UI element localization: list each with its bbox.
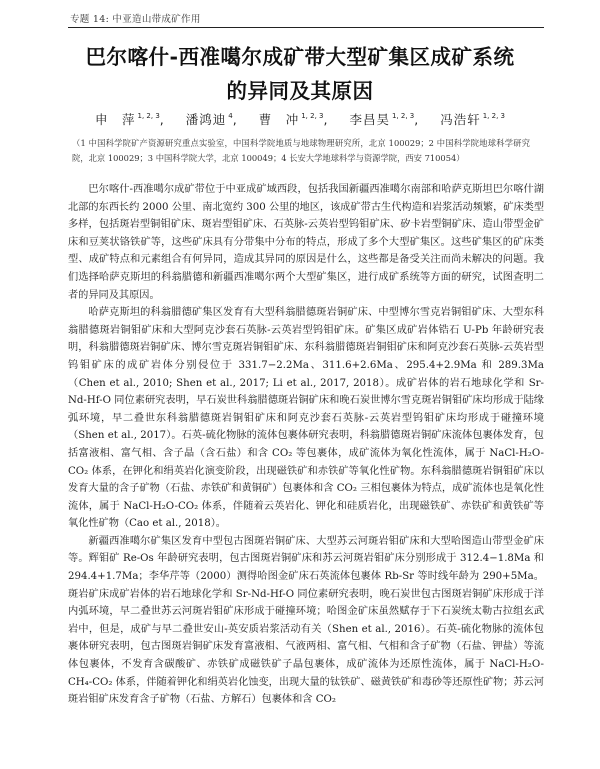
paragraph-kounrad: 哈萨克斯坦的科翁腊德矿集区发育有大型科翁腊德斑岩铜矿床、中型博尔雪克岩铜钼矿床、大型东科翁腊德斑岩铜钼矿床和大型阿克沙套石英脉-云英岩型钨钼矿床。矿集区成矿岩体锆石 U-Pb 年龄研究表明，科翁腊德斑岩铜矿床、博尔雪克斑岩铜钼矿床、东科翁腊德斑岩铜钼矿床和阿克沙套石英脉-云英岩型钨钼矿床的成矿岩体分别侵位于 331.7−2.2Ma、311.6+2.6Ma、295.4+2.9Ma 和 289.3Ma（Chen et al., 2010; Shen et al., 2017; Li et al., 2017, 2018）。成矿岩体的岩石地球化学和 Sr-Nd-Hf-O 同位素研究表明，早石炭世科翁腊德斑岩铜矿床和晚石炭世博尔雪克斑岩铜钼矿床均形成于陆缘弧环境，早二叠世东科翁腊德斑岩铜钼矿床和阿克沙套石英脉-云英岩型钨钼矿床均形成于碰撞环境（Shen et al., 2017）。石英-硫化物脉的流体包裹体研究表明，科翁腊德斑岩铜矿床流体包裹体发育，包括富液相、富气相、含子晶（含石盐）和含 CO₂ 等包裹体，成矿流体为氧化性流体，属于 NaCl-H₂O-CO₂ 体系，在钾化和绢英岩化演变阶段，出现磁铁矿和赤铁矿等氧化性矿物。东科翁腊德斑岩铜钼矿床以发育大量的含子矿物（石盐、赤铁矿和黄铜矿）包裹体和含 CO₂ 三相包裹体为特点，成矿流体也是氧化性流体，属于 NaCl-H₂O-CO₂ 体系，伴随着云英岩化、钾化和硅质岩化，出现磁铁矿、赤铁矿和黄铁矿等氧化性矿物（Cao et al., 2018）。 bbox=[68, 307, 544, 530]
author-affiliation-marker: 1, 2, 3 bbox=[391, 112, 415, 120]
paragraph-west-junggar: 新疆西准噶尔矿集区发育中型包古图斑岩铜矿床、大型苏云河斑岩钼矿床和大型哈图造山带型金矿床等。辉钼矿 Re-Os 年龄研究表明，包古图斑岩铜矿床和苏云河斑岩钼矿床分别形成于 312.4−1.8Ma 和 294.4+1.7Ma；李华芹等（2000）测得哈图金矿床石英流体包裹体 Rb-Sr 等时线年龄为 290+5Ma。斑岩矿床成矿岩体的岩石地球化学和 Sr-Nd-Hf-O 同位素研究表明，晚石炭世包古图斑岩铜矿床形成于洋内弧环境，早二叠世苏云河斑岩钼矿床形成于碰撞环境；哈图金矿床虽然赋存于下石炭统太勒古拉组玄武岩中，但是，成矿与早二叠世安山-英安质岩浆活动有关（Shen et al., 2016）。石英-硫化物脉的流体包裹体研究表明，包古图斑岩铜矿床发育富液相、气液两相、富气相、气相和含子矿物（石盐、钾盐）等流体包裹体，不发育含碳酸矿、赤铁矿成磁铁矿子晶包裹体，成矿流体为还原性流体，属于 NaCl-H₂O-CH₄-CO₂ 体系，伴随着钾化和绢英岩化蚀变，出现大量的钛铁矿、磁黄铁矿和毒砂等还原性矿物；苏云河斑岩钼矿床发育含子矿物（石盐、方解石）包裹体和含 CO₂ bbox=[68, 535, 544, 706]
author-name: 潘鸿迪 bbox=[185, 112, 227, 127]
author: 申 萍 $^{1, 2, 3}$, bbox=[95, 112, 165, 127]
author-name: 申 萍 bbox=[95, 112, 136, 127]
author-affiliation-marker: 1, 2, 3 bbox=[301, 112, 324, 120]
author-name: 曹 冲 bbox=[258, 112, 300, 127]
author-affiliation-marker: 1, 2, 3 bbox=[482, 112, 505, 120]
affiliations: （1 中国科学院矿产资源研究重点实验室，中国科学院地质与地球物理研究所，北京 100029；2 中国科学院地球科学研究院，北京 100029；3 中国科学院大学，北京 100049；4 长安大学地球科学与资源学院，西安 710054） bbox=[72, 138, 530, 163]
running-header: 专题 14: 中亚造山带成矿作用 bbox=[70, 14, 201, 25]
paper-title-line-2: 的异同及其原因 bbox=[226, 79, 374, 103]
author-affiliation-marker: 4 bbox=[228, 112, 233, 120]
author bbox=[440, 110, 505, 128]
paper-title bbox=[60, 40, 540, 108]
author: 曹 冲 $^{1, 2, 3}$, bbox=[258, 112, 329, 127]
author: 李昌昊 $^{1, 2, 3}$, bbox=[349, 112, 420, 127]
paragraph-intro: 巴尔喀什-西准噶尔成矿带位于中亚成矿域西段，包括我国新疆西准噶尔南部和哈萨克斯坦巴尔喀什湖北部的东西长约 2000 公里、南北宽约 300 公里的地区，该成矿带古生代构造和岩浆活动频繁，矿床类型多样，包括斑岩型铜钼矿床、斑岩型钼矿床、石英脉-云英岩型钨钼矿床、矽卡岩型铜矿床、造山带型金矿床和豆荚状铬铁矿等，这些矿床具有分带集中分布的特点，形成了多个大型矿集区。这些矿集区的矿床类型、成矿特点和元素组合有何异同，造成其异同的原因是什么，这些都是备受关注而尚未解决的问题。我们选择哈萨克斯坦的科翁腊德和新疆西准噶尔两个大型矿集区，进行成矿系统等方面的研究，试图查明二者的异同及其原因。 bbox=[68, 184, 545, 301]
author: 潘鸿迪 $^4$, bbox=[185, 112, 238, 127]
author-name: 冯浩轩 bbox=[440, 112, 481, 127]
author-list bbox=[60, 110, 540, 128]
header-divider bbox=[68, 27, 544, 28]
author-affiliation-marker: 1, 2, 3 bbox=[137, 112, 160, 120]
body-text bbox=[68, 181, 544, 709]
author-name: 李昌昊 bbox=[349, 112, 390, 127]
paper-title-line-1: 巴尔喀什-西准噶尔成矿带大型矿集区成矿系统 bbox=[85, 45, 515, 69]
